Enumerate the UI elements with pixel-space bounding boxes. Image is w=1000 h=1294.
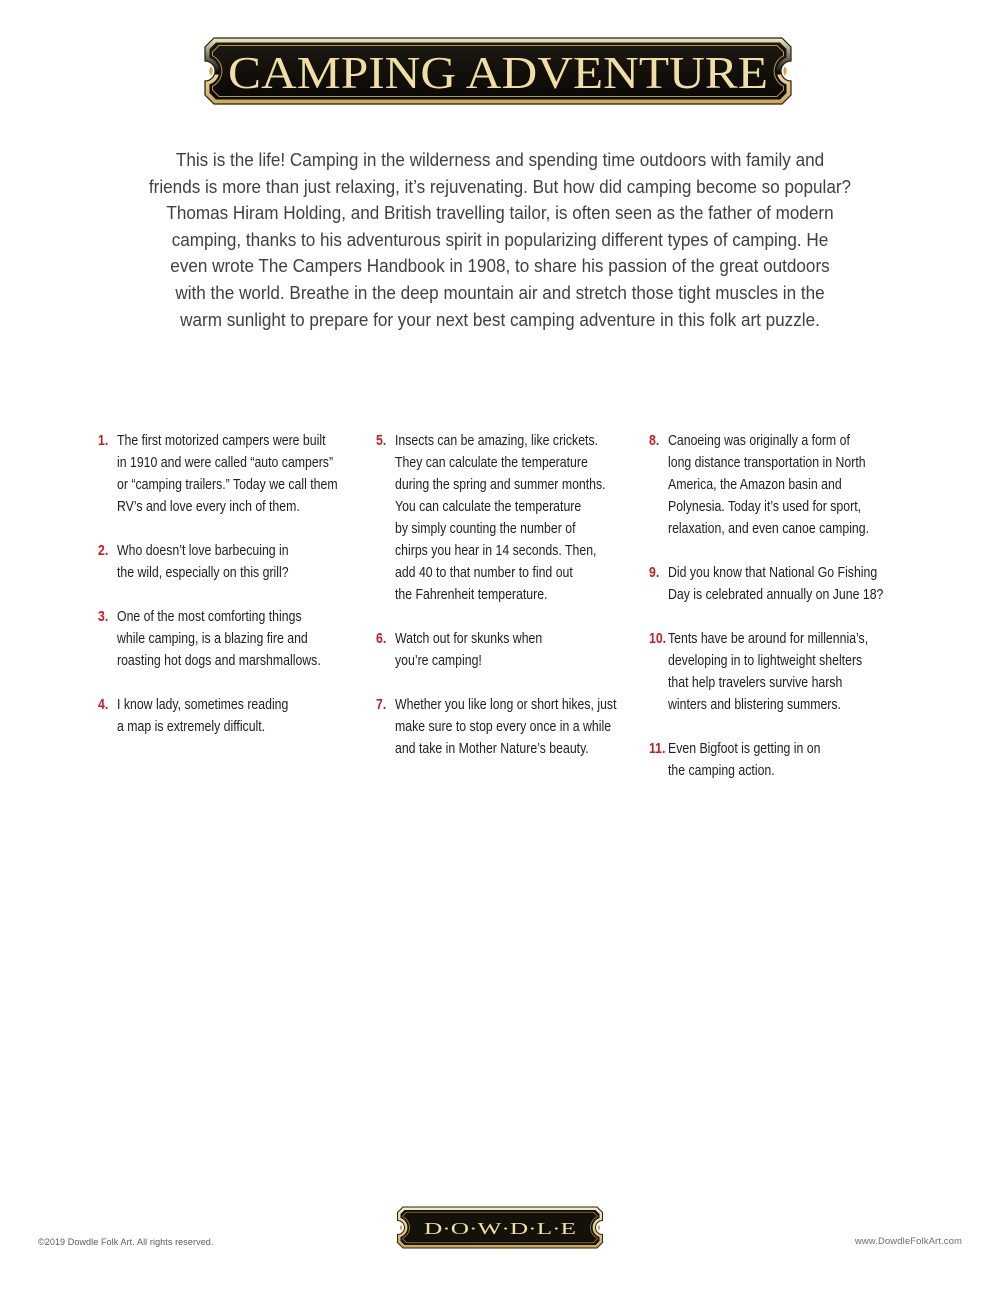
fact-number: 10. — [649, 630, 667, 647]
title-banner — [204, 37, 792, 105]
fact-item-10 — [648, 628, 938, 716]
facts-column-2 — [375, 430, 665, 782]
right-ornament-icon — [783, 67, 786, 76]
facts-column-1 — [97, 430, 387, 760]
fact-item-7 — [375, 694, 665, 760]
facts-column-3 — [648, 430, 938, 804]
fact-number: 6. — [376, 630, 387, 647]
fact-number: 8. — [649, 432, 660, 449]
title-plaque-graphic — [204, 37, 792, 105]
left-ornament-icon — [209, 67, 212, 76]
fact-text: Even Bigfoot is getting in on the camping action. — [668, 740, 821, 779]
fact-number: 11. — [649, 740, 666, 757]
fact-text: Who doesn’t love barbecuing in the wild, especially on this grill? — [117, 542, 289, 581]
fact-number: 7. — [376, 696, 387, 713]
copyright-text: ©2019 Dowdle Folk Art. All rights reserved. — [38, 1237, 214, 1247]
right-ornament-icon — [598, 1225, 600, 1231]
fact-text: The first motorized campers were built in 1910 and were called “auto campers” or “camping trailers.” Today we call them RV’s and love every inch of them. — [117, 432, 338, 515]
intro-paragraph: This is the life! Camping in the wilderness and spending time outdoors with family and friends is more than just relaxing, it’s rejuvenating. But how did camping become so popular? Thomas Hiram Holding, and British travelling tailor, is often seen as the father of modern camping, thanks to his adventurous spirit in popularizing different types of camping. He even wrote The Campers Handbook in 1908, to share his passion of the great outdoors with the world. Breathe in the deep mountain air and stretch those tight muscles in the warm sunlight to prepare for your next best camping adventure in this folk art puzzle. — [148, 150, 852, 330]
banner-title: CAMPING ADVENTURE — [228, 47, 768, 98]
fact-text: Canoeing was originally a form of long distance transportation in North America, the Amazon basin and Polynesia. Today it’s used for sport, relaxation, and even canoe camping. — [668, 432, 870, 537]
fact-number: 4. — [98, 696, 109, 713]
fact-item-8 — [648, 430, 938, 540]
fact-text: Whether you like long or short hikes, just make sure to stop every once in a while and take in Mother Nature’s beauty. — [395, 696, 617, 757]
fact-text: Insects can be amazing, like crickets. They can calculate the temperature during the spring and summer months. You can calculate the temperature by simply counting the number of chirps you hear in 14 seconds. Then, add 40 to that number to find out the Fahrenheit temperature. — [395, 432, 606, 603]
dowdle-logo-text: D·O·W·D·L·E — [424, 1219, 576, 1238]
fact-item-3 — [97, 606, 387, 672]
fact-item-2 — [97, 540, 387, 584]
fact-number: 2. — [98, 542, 109, 559]
fact-text: I know lady, sometimes reading a map is extremely difficult. — [117, 696, 289, 735]
dowdle-logo — [396, 1206, 604, 1249]
dowdle-plaque-graphic — [396, 1206, 604, 1249]
fact-text: Tents have be around for millennia’s, developing in to lightweight shelters that help travelers survive harsh winters and blistering summers. — [668, 630, 869, 713]
fact-item-6 — [375, 628, 665, 672]
fact-item-1 — [97, 430, 387, 518]
fact-item-4 — [97, 694, 387, 738]
fact-item-5 — [375, 430, 665, 606]
fact-text: One of the most comforting things while camping, is a blazing fire and roasting hot dogs and marshmallows. — [117, 608, 321, 669]
fact-number: 9. — [649, 564, 660, 581]
fact-text: Did you know that National Go Fishing Day is celebrated annually on June 18? — [668, 564, 884, 603]
fact-number: 3. — [98, 608, 109, 625]
fact-number: 5. — [376, 432, 387, 449]
fact-item-9 — [648, 562, 938, 606]
fact-number: 1. — [98, 432, 109, 449]
fact-item-11 — [648, 738, 938, 782]
left-ornament-icon — [400, 1225, 402, 1231]
fact-text: Watch out for skunks when you’re camping! — [395, 630, 543, 669]
website-url: www.DowdleFolkArt.com — [854, 1236, 962, 1247]
